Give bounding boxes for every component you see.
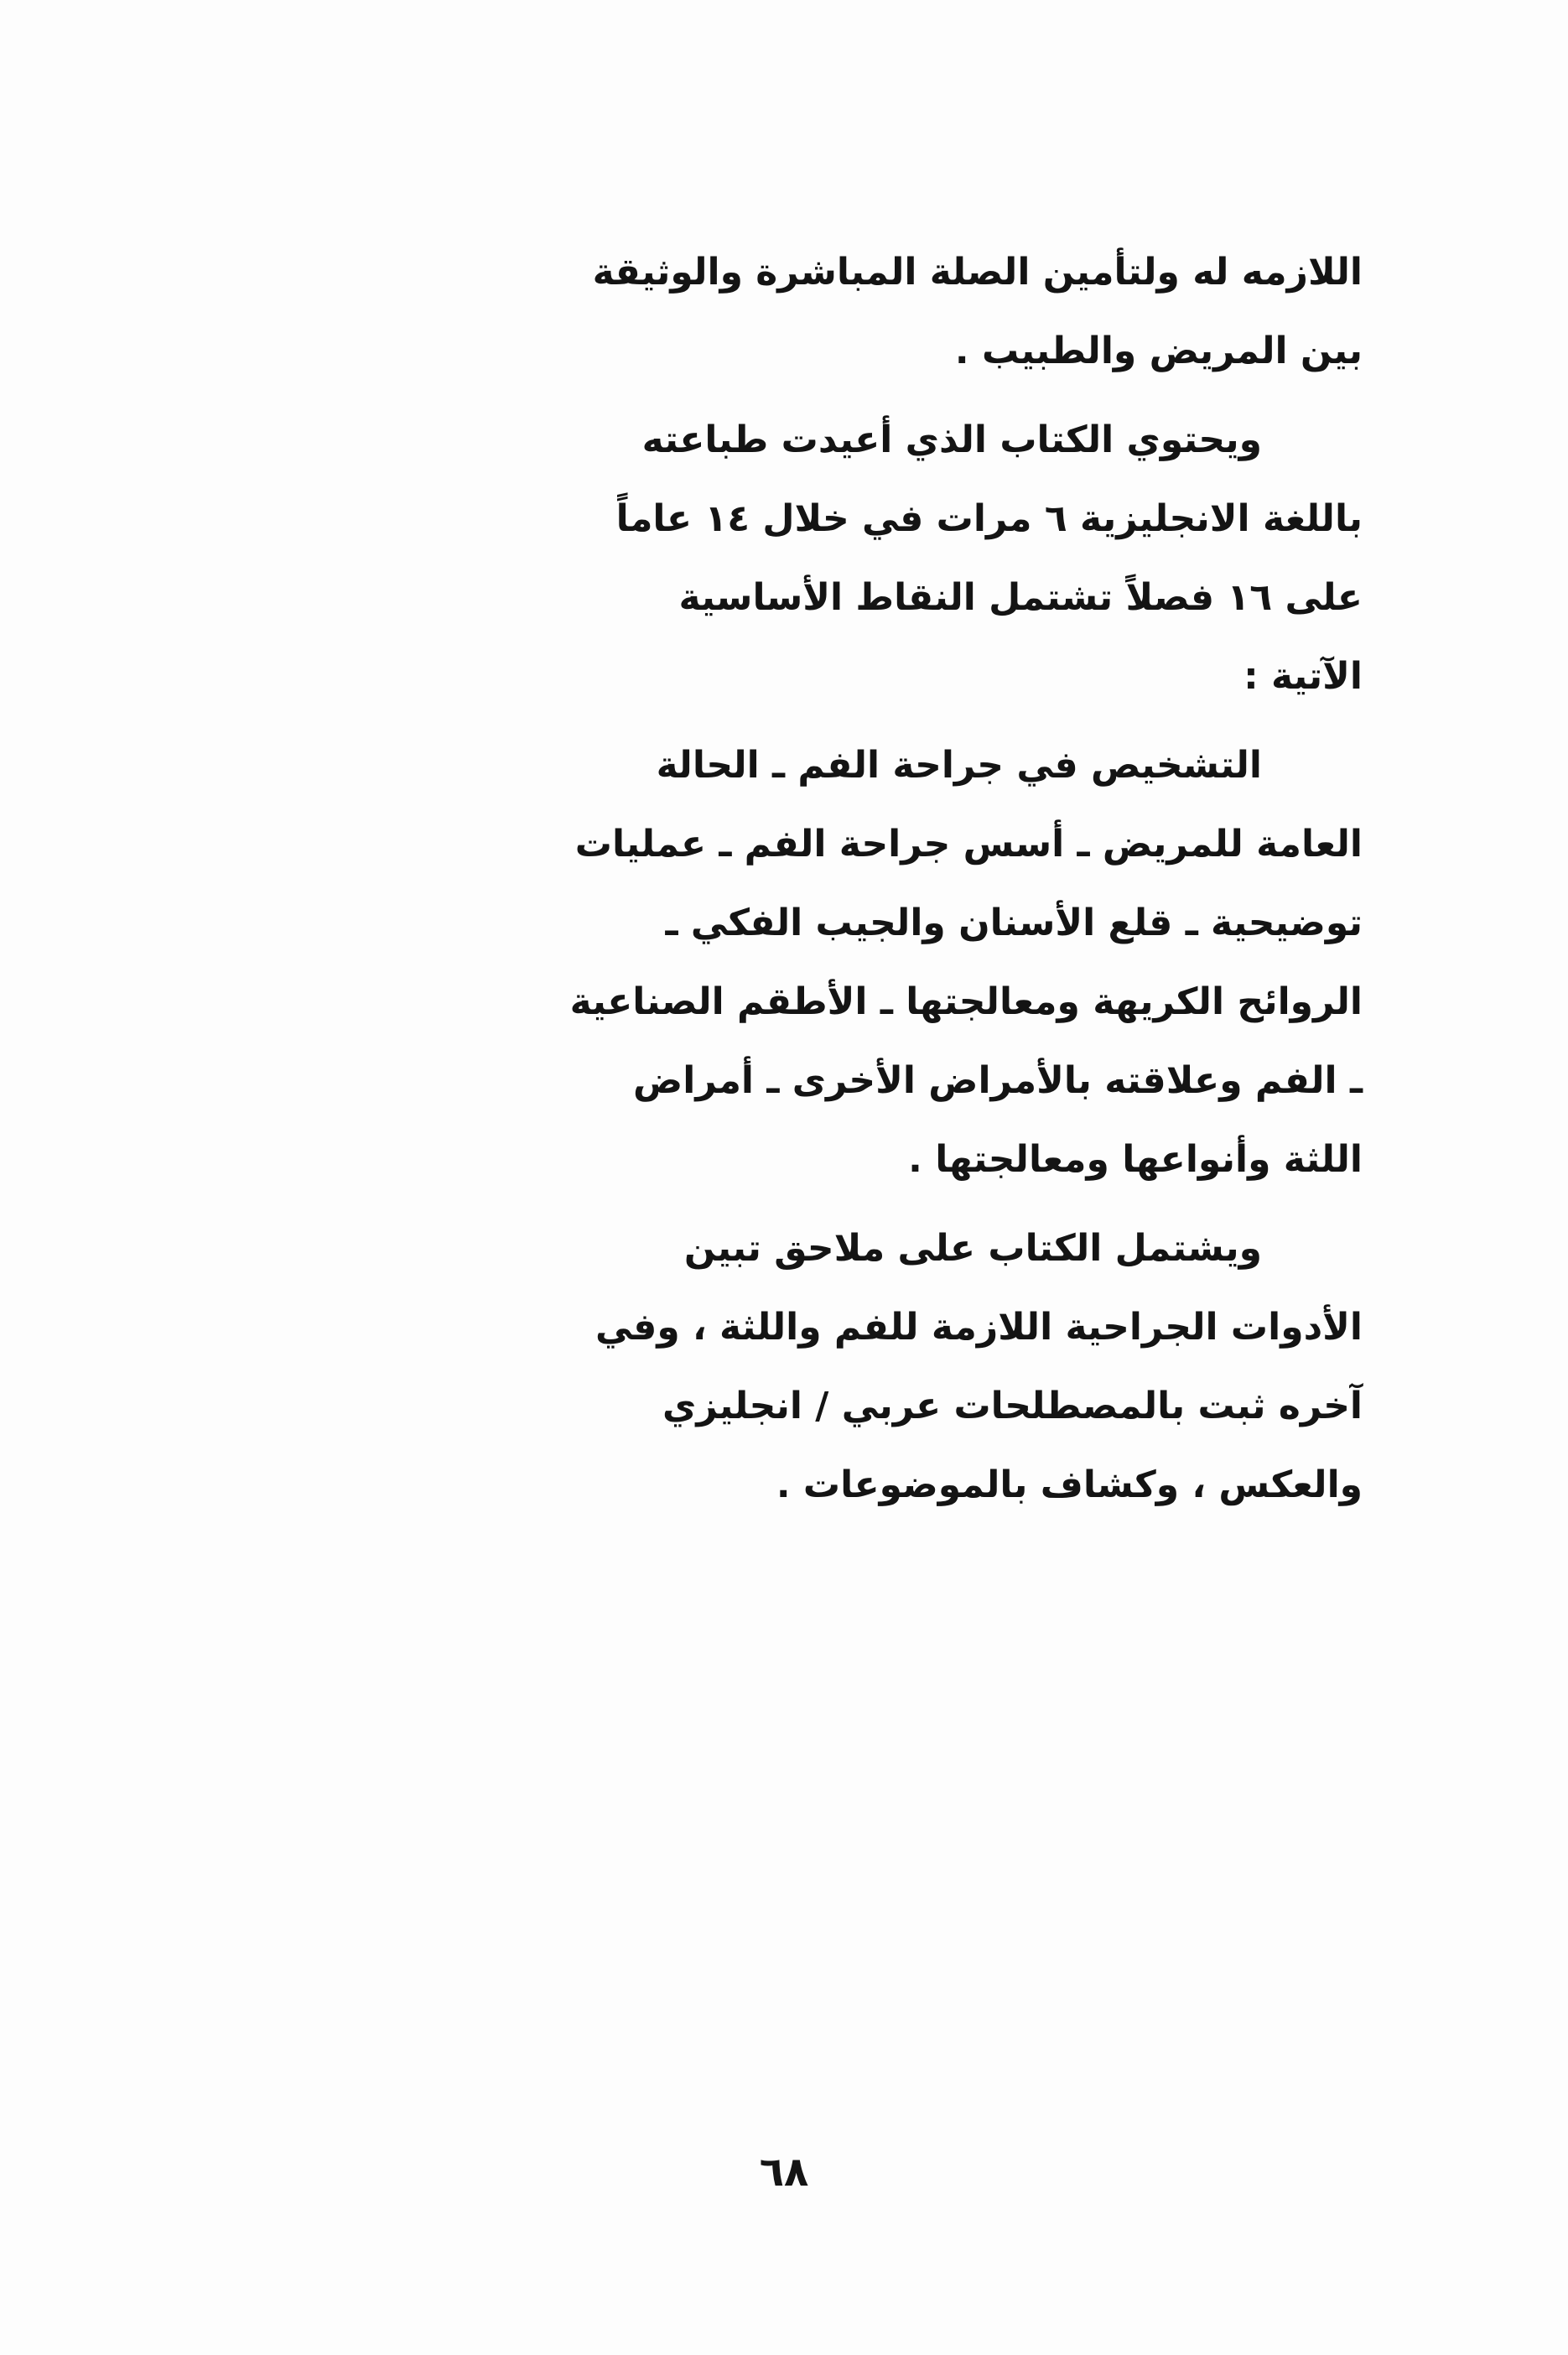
paragraph-2-line-3: على ١٦ فصلاً تشتمل النقاط الأساسية <box>678 576 1363 619</box>
paragraph-3-line-3: توضيحية ـ قلع الأسنان والجيب الفكي ـ <box>665 902 1363 944</box>
paragraph-4-line-2: الأدوات الجراحية اللازمة للفم واللثة ، وفي <box>595 1306 1363 1349</box>
paragraph-3-line-5: ـ الفم وعلاقته بالأمراض الأخرى ـ أمراض <box>633 1059 1363 1102</box>
paragraph-3-line-2: العامة للمريض ـ أسس جراحة الفم ـ عمليات <box>574 823 1363 866</box>
paragraph-4-line-3: آخره ثبت بالمصطلحات عربي / انجليزي <box>662 1385 1363 1427</box>
page-number: ٦٨ <box>759 2149 809 2196</box>
paragraph-3-line-4: الروائح الكريهة ومعالجتها ـ الأطقم الصناعية <box>569 980 1363 1023</box>
paragraph-2-line-4: الآتية : <box>1243 655 1363 698</box>
paragraph-2-line-2: باللغة الانجليزية ٦ مرات في خلال ١٤ عاماً <box>615 497 1363 540</box>
paragraph-3-line-1: التشخيص في جراحة الفم ـ الحالة <box>656 744 1262 787</box>
paragraph-4-line-1: ويشتمل الكتاب على ملاحق تبين <box>683 1227 1262 1270</box>
body-text <box>569 233 1363 1525</box>
paragraph-4-line-4: والعكس ، وكشاف بالموضوعات . <box>776 1463 1363 1506</box>
paragraph-3-line-6: اللثة وأنواعها ومعالجتها . <box>908 1138 1363 1181</box>
paragraph-1-line-2: بين المريض والطبيب . <box>954 330 1363 372</box>
paragraph-2-line-1: ويحتوي الكتاب الذي أعيدت طباعته <box>641 418 1262 461</box>
paragraph-1-line-1: اللازمه له ولتأمين الصلة المباشرة والوثيقة <box>592 251 1363 294</box>
